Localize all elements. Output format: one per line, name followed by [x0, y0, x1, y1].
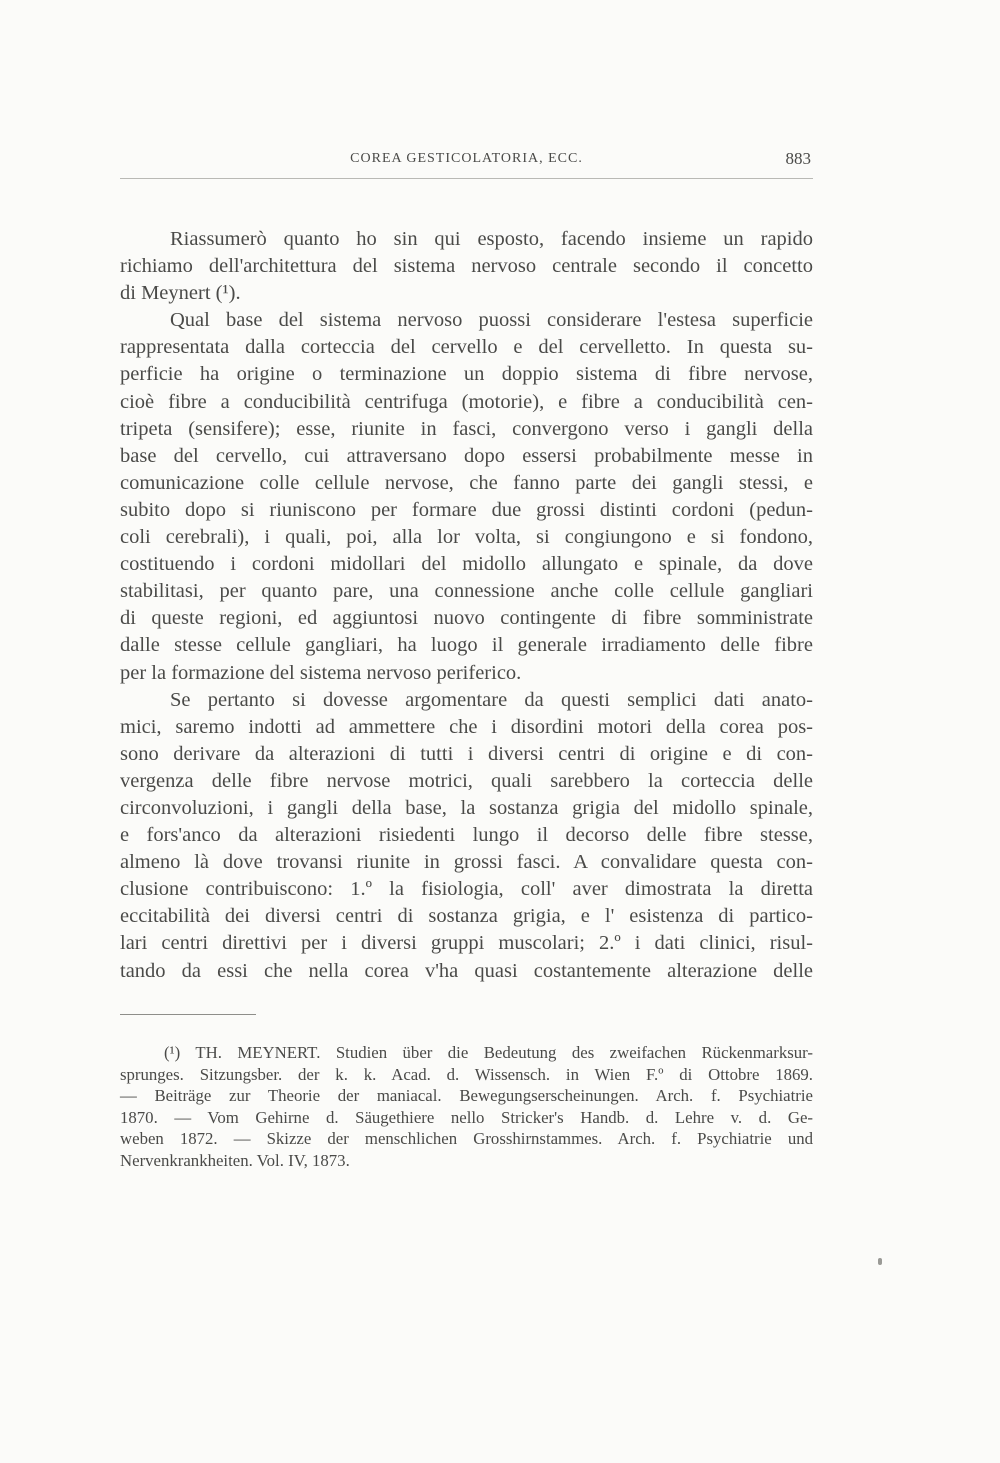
body-line: tripeta (sensifere); esse, riunite in fasci, convergono verso i gangli della — [120, 417, 813, 440]
running-head — [120, 147, 813, 173]
footnote-line: sprunges. Sitzungsber. der k. k. Acad. d. Wissensch. in Wien F.º di Ottobre 1869. — [120, 1064, 813, 1084]
running-title: COREA GESTICOLATORIA, ECC. — [350, 151, 583, 166]
body-line: vergenza delle fibre nervose motrici, quali sarebbero la corteccia delle — [120, 769, 813, 792]
body-line: di queste regioni, ed aggiuntosi nuovo contingente di fibre somministrate — [120, 607, 813, 630]
body-line: base del cervello, cui attraversano dopo essersi probabilmente messe in — [120, 444, 813, 467]
body-line: di Meynert (¹). — [120, 282, 241, 305]
footnote-line: Nervenkrankheiten. Vol. IV, 1873. — [120, 1150, 350, 1170]
body-line: dalle stesse cellule gangliari, ha luogo il generale irradiamento delle fibre — [120, 634, 813, 657]
body-line: richiamo dell'architettura del sistema nervoso centrale secondo il concetto — [120, 255, 813, 278]
body-line: e fors'anco da alterazioni risiedenti lungo il decorso delle fibre stesse, — [120, 824, 813, 847]
header-rule — [120, 178, 813, 179]
body-line: cioè fibre a conducibilità centrifuga (motorie), e fibre a conducibilità cen- — [120, 390, 813, 413]
body-line: Riassumerò quanto ho sin qui esposto, facendo insieme un rapido — [170, 228, 813, 250]
footnote-line: weben 1872. — Skizze der menschlichen Grosshirnstammes. Arch. f. Psychiatrie und — [120, 1129, 813, 1149]
body-line: comunicazione colle cellule nervose, che fanno parte dei gangli stessi, e — [120, 471, 813, 494]
body-line: clusione contribuiscono: 1.º la fisiologia, coll' aver dimostrata la diretta — [120, 878, 813, 901]
footnotes — [120, 1042, 813, 1172]
footnote-line: (¹) TH. MEYNERT. Studien über die Bedeutung des zweifachen Rückenmarksur- — [164, 1043, 813, 1062]
page-number: 883 — [785, 149, 811, 168]
body-line: tando da essi che nella corea v'ha quasi costantemente alterazione delle — [120, 959, 813, 982]
footnote-line: — Beiträge zur Theorie der maniacal. Bewegungserscheinungen. Arch. f. Psychiatrie — [120, 1086, 813, 1106]
body-line: almeno là dove trovansi riunite in grossi fasci. A convalidare questa con- — [120, 851, 813, 874]
body-line: per la formazione del sistema nervoso periferico. — [120, 661, 522, 684]
body-line: perficie ha origine o terminazione un doppio sistema di fibre nervose, — [120, 363, 813, 386]
body-line: mici, saremo indotti ad ammettere che i disordini motori della corea pos- — [120, 715, 813, 738]
body-line: sono derivare da alterazioni di tutti i diversi centri di origine e di con- — [120, 742, 813, 765]
body-line: subito dopo si riuniscono per formare due grossi distinti cordoni (pedun- — [120, 498, 813, 521]
body-line: eccitabilità dei diversi centri di sostanza grigia, e l' esistenza di partico- — [120, 905, 813, 928]
body-line: Qual base del sistema nervoso puossi considerare l'estesa superficie — [170, 309, 813, 332]
body-line: rappresentata dalla corteccia del cervello e del cervelletto. In questa su- — [120, 336, 813, 359]
body-line: lari centri direttivi per i diversi gruppi muscolari; 2.º i dati clinici, risul- — [120, 932, 813, 955]
body-line: Se pertanto si dovesse argomentare da questi semplici dati anato- — [170, 688, 813, 711]
body-line: costituendo i cordoni midollari del midollo allungato e spinale, da dove — [120, 553, 813, 576]
footnote-line: 1870. — Vom Gehirne d. Säugethiere nello Stricker's Handb. d. Lehre v. d. Ge- — [120, 1107, 813, 1127]
footnote-rule — [120, 1014, 256, 1015]
body-line: circonvoluzioni, i gangli della base, la sostanza grigia del midollo spinale, — [120, 796, 813, 819]
body-text — [120, 226, 813, 985]
ink-speck — [878, 1258, 882, 1265]
body-line: stabilitasi, per quanto pare, una connessione anche colle cellule gangliari — [120, 580, 813, 603]
body-line: coli cerebrali), i quali, poi, alla lor volta, si congiungono e si fondono, — [120, 526, 813, 549]
